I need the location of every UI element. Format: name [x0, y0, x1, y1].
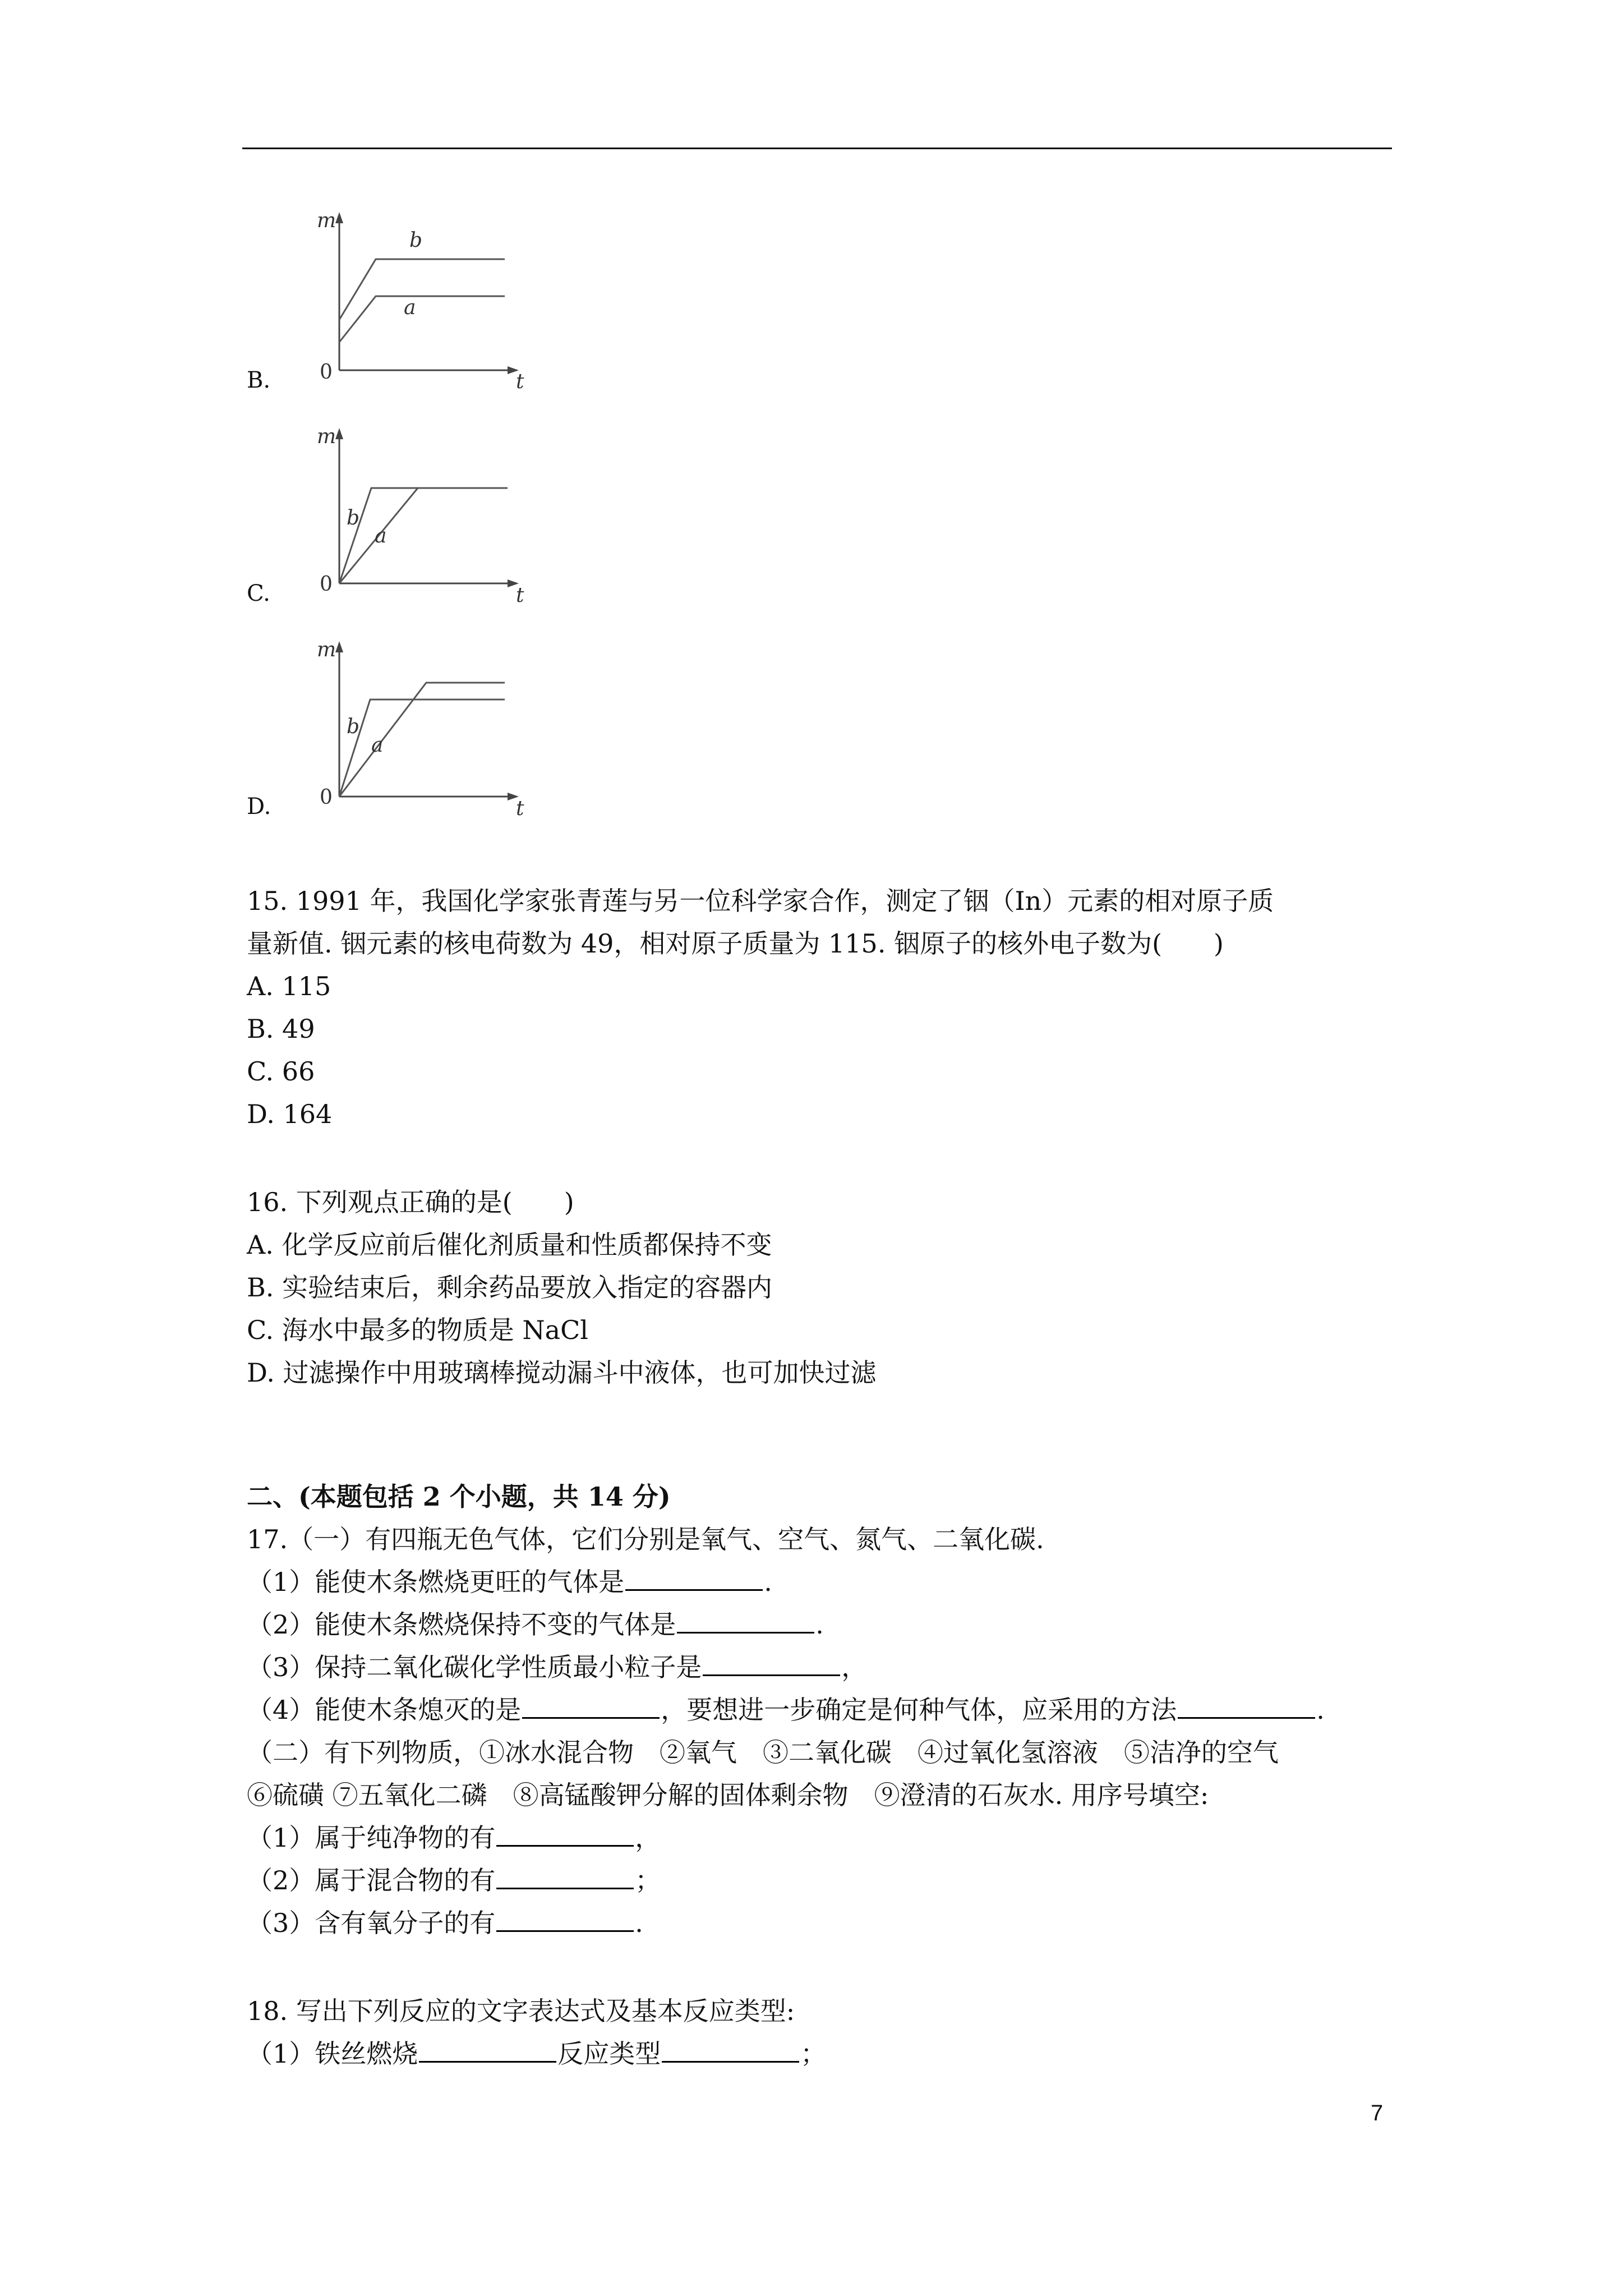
option-c-label: C. [247, 581, 270, 606]
q18-p1-mid: 反应类型 [557, 2039, 661, 2069]
graph-b-svg [292, 208, 527, 393]
q17-p1-1-blank[interactable] [625, 1563, 763, 1591]
q15-stem-line2: 量新值. 铟元素的核电荷数为 49，相对原子质量为 115. 铟原子的核外电子数为( ) [247, 928, 1224, 959]
q18-stem: 18. 写出下列反应的文字表达式及基本反应类型: [247, 1996, 795, 2026]
q17-p2-3 [247, 1902, 643, 1944]
graph-c-line-b [339, 488, 508, 583]
q18-p1-blank2[interactable] [662, 2035, 799, 2063]
graph-b-line-a [339, 296, 505, 342]
q17-p2-2-text: （2）属于混合物的有 [247, 1865, 496, 1895]
graph-b-axis-x: t [516, 370, 524, 393]
q17-p1-4-text: （4）能使木条熄灭的是 [247, 1695, 522, 1725]
q17-p2-3-blank[interactable] [496, 1904, 634, 1932]
graph-d-axis-x: t [516, 797, 524, 820]
q17-p1-2 [247, 1603, 824, 1646]
q17-p2-2-end: ； [635, 1865, 661, 1895]
q17-part2-line1: （二）有下列物质，①冰水混合物 ②氧气 ③二氧化碳 ④过氧化氢溶液 ⑤洁净的空气 [247, 1737, 1279, 1768]
q17-p1-2-end: . [815, 1609, 824, 1640]
option-c-graph [247, 424, 538, 609]
graph-c-label-b: b [347, 507, 360, 530]
q15-stem-line1: 15. 1991 年，我国化学家张青莲与另一位科学家合作，测定了铟（In）元素的相对原子质 [247, 886, 1274, 916]
header-rule [242, 148, 1392, 149]
graph-c-origin: 0 [320, 573, 333, 596]
q17-p2-1 [247, 1816, 661, 1859]
q17-p1-4-end: . [1316, 1695, 1325, 1725]
graph-b-label-a: a [404, 296, 416, 319]
option-b-graph [247, 208, 538, 393]
q17-p1-4-mid: ，要想进一步确定是何种气体，应采用的方法 [661, 1695, 1177, 1725]
option-d-graph [247, 637, 538, 822]
q17-part2-line2: ⑥硫磺 ⑦五氧化二磷 ⑧高锰酸钾分解的固体剩余物 ⑨澄清的石灰水. 用序号填空: [247, 1780, 1209, 1810]
q17-p2-1-text: （1）属于纯净物的有 [247, 1823, 496, 1853]
q15-option-a: A. 115 [247, 971, 331, 1001]
q18-p1-blank1[interactable] [419, 2035, 556, 2063]
q16-stem: 16. 下列观点正确的是( ) [247, 1187, 574, 1217]
page-number: 7 [1371, 2101, 1384, 2125]
graph-c-axis-x: t [516, 584, 524, 607]
q18-p1 [247, 2032, 826, 2075]
q16-option-b: B. 实验结束后，剩余药品要放入指定的容器内 [247, 1272, 773, 1303]
q16-option-c: C. 海水中最多的物质是 NaCl [247, 1315, 589, 1345]
q17-part1-intro: 17.（一）有四瓶无色气体，它们分别是氧气、空气、氮气、二氧化碳. [247, 1524, 1044, 1554]
graph-b-origin: 0 [320, 361, 333, 384]
graph-d-line-b [339, 700, 505, 797]
q17-p1-2-text: （2）能使木条燃烧保持不变的气体是 [247, 1609, 676, 1640]
graph-c-svg [292, 424, 527, 609]
q17-p1-2-blank[interactable] [677, 1606, 814, 1634]
option-b-label: B. [247, 367, 271, 393]
graph-c-axis-y: m [317, 425, 336, 448]
graph-b-axis-y: m [317, 209, 336, 232]
q17-p2-2-blank[interactable] [496, 1862, 634, 1889]
section2-heading: 二、(本题包括 2 个小题，共 14 分) [247, 1481, 671, 1512]
graph-d-label-b: b [347, 715, 360, 738]
q17-p2-3-end: . [635, 1908, 643, 1938]
q17-p2-1-blank[interactable] [496, 1819, 634, 1847]
graph-b-label-b: b [409, 229, 423, 252]
q17-p1-4-blank1[interactable] [522, 1691, 660, 1719]
graph-d-origin: 0 [320, 786, 333, 809]
q15-option-b: B. 49 [247, 1014, 315, 1044]
q17-p1-1-end: . [764, 1567, 772, 1597]
q17-p1-3-blank[interactable] [703, 1649, 840, 1676]
graph-d-label-a: a [371, 734, 384, 757]
q16-option-d: D. 过滤操作中用玻璃棒搅动漏斗中液体，也可加快过滤 [247, 1358, 877, 1388]
q16-option-a: A. 化学反应前后催化剂质量和性质都保持不变 [247, 1230, 772, 1260]
q17-p2-3-text: （3）含有氧分子的有 [247, 1908, 496, 1938]
option-d-label: D. [247, 794, 271, 820]
q15-option-d: D. 164 [247, 1099, 333, 1129]
q17-p1-4-blank2[interactable] [1178, 1691, 1315, 1719]
q17-p1-3-end: ， [841, 1652, 868, 1682]
q17-p1-1-text: （1）能使木条燃烧更旺的气体是 [247, 1567, 625, 1597]
q17-p1-1 [247, 1561, 772, 1603]
q17-p2-2 [247, 1859, 661, 1902]
q18-p1-end: ； [800, 2039, 827, 2069]
graph-d-axis-y: m [317, 638, 336, 661]
q18-p1-text: （1）铁丝燃烧 [247, 2039, 418, 2069]
graph-d-svg [292, 637, 527, 822]
q17-p1-3 [247, 1646, 867, 1688]
q17-p2-1-end: ， [635, 1823, 661, 1853]
q17-p1-3-text: （3）保持二氧化碳化学性质最小粒子是 [247, 1652, 702, 1682]
q17-p1-4 [247, 1688, 1325, 1731]
q15-option-c: C. 66 [247, 1056, 315, 1087]
graph-c-label-a: a [375, 524, 387, 547]
